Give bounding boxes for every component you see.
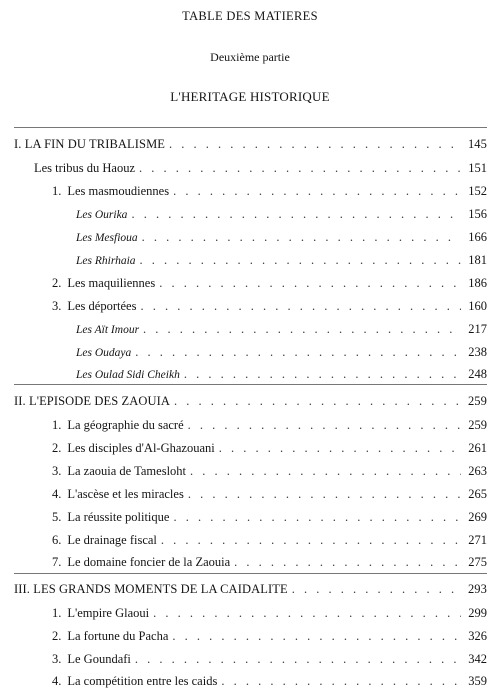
toc-entry[interactable] (52, 486, 487, 502)
entry-label: La compétition entre les caids (67, 674, 218, 688)
dot-leader (142, 229, 461, 245)
dot-leader (140, 298, 461, 314)
dot-leader (190, 463, 461, 479)
dot-leader (135, 651, 461, 667)
divider (14, 127, 487, 128)
toc-entry[interactable] (76, 252, 487, 268)
entry-label: Les Rhirhaia (76, 255, 136, 267)
entry-label: La zaouia de Tamesloht (67, 464, 187, 478)
toc-entry[interactable] (76, 229, 487, 245)
divider (14, 573, 487, 574)
toc-entry[interactable] (52, 275, 487, 291)
entry-label: La géographie du sacré (67, 418, 184, 432)
entry-page: 152 (468, 184, 487, 198)
dot-leader (161, 532, 461, 548)
toc-entry[interactable] (76, 366, 487, 382)
entry-number: 3. (52, 464, 62, 478)
dot-leader (139, 160, 461, 176)
dot-leader (143, 321, 461, 337)
dot-leader (153, 605, 461, 621)
entry-number: 4. (52, 674, 62, 688)
toc-entry[interactable] (52, 463, 487, 479)
toc-section-2[interactable] (14, 393, 487, 409)
dot-leader (174, 393, 461, 409)
entry-page: 326 (468, 629, 487, 643)
entry-page: 275 (468, 555, 487, 569)
entry-label: La fortune du Pacha (67, 629, 169, 643)
entry-page: 263 (468, 464, 487, 478)
entry-page: 160 (468, 299, 487, 313)
entry-label: Les Oudaya (76, 347, 132, 359)
part-label: Deuxième partie (210, 50, 290, 64)
entry-page: 248 (468, 367, 487, 381)
dot-leader (159, 275, 461, 291)
entry-page: 299 (468, 606, 487, 620)
entry-page: 151 (468, 161, 487, 175)
toc-entry[interactable] (52, 509, 487, 525)
entry-number: 1. (52, 606, 62, 620)
toc-entry[interactable] (34, 160, 487, 176)
toc-entry[interactable] (52, 628, 487, 644)
dot-leader (173, 183, 461, 199)
entry-page: 259 (468, 418, 487, 432)
dot-leader (292, 581, 461, 597)
toc-entry[interactable] (52, 673, 487, 689)
toc-title: TABLE DES MATIERES (182, 9, 318, 23)
entry-page: 217 (468, 322, 487, 336)
dot-leader (188, 417, 461, 433)
entry-label: II. L'EPISODE DES ZAOUIA (14, 394, 171, 408)
entry-label: Les Aït Imour (76, 324, 140, 336)
entry-page: 265 (468, 487, 487, 501)
entry-number: 4. (52, 487, 62, 501)
dot-leader (172, 628, 461, 644)
entry-label: Les déportées (67, 299, 137, 313)
toc-section-1[interactable] (14, 136, 487, 152)
entry-page: 269 (468, 510, 487, 524)
entry-page: 359 (468, 674, 487, 688)
entry-page: 271 (468, 533, 487, 547)
toc-entry[interactable] (52, 183, 487, 199)
entry-page: 181 (468, 253, 487, 267)
entry-label: L'ascèse et les miracles (67, 487, 184, 501)
entry-page: 261 (468, 441, 487, 455)
toc-section-3[interactable] (14, 581, 487, 597)
entry-label: Le domaine foncier de la Zaouia (67, 555, 231, 569)
entry-page: 156 (468, 207, 487, 221)
toc-entry[interactable] (52, 605, 487, 621)
dot-leader (140, 252, 461, 268)
entry-number: 2. (52, 276, 62, 290)
entry-number: 6. (52, 533, 62, 547)
entry-page: 293 (467, 582, 487, 596)
entry-label: Les Mesfioua (76, 232, 138, 244)
entry-page: 238 (468, 345, 487, 359)
dot-leader (219, 440, 461, 456)
toc-entry[interactable] (52, 532, 487, 548)
dot-leader (234, 554, 461, 570)
toc-entry[interactable] (52, 298, 487, 314)
entry-page: 145 (467, 137, 487, 151)
toc-entry[interactable] (52, 651, 487, 667)
entry-page: 342 (468, 652, 487, 666)
entry-label: I. LA FIN DU TRIBALISME (14, 137, 166, 151)
dot-leader (135, 344, 461, 360)
entry-label: III. LES GRANDS MOMENTS DE LA CAIDALITE (14, 582, 288, 596)
divider (14, 384, 487, 385)
entry-number: 3. (52, 652, 62, 666)
entry-label: Les tribus du Haouz (34, 161, 136, 175)
entry-number: 2. (52, 629, 62, 643)
entry-page: 166 (468, 230, 487, 244)
entry-number: 3. (52, 299, 62, 313)
entry-label: La réussite politique (67, 510, 170, 524)
entry-number: 1. (52, 418, 62, 432)
entry-label: Les Oulad Sidi Cheikh (76, 369, 180, 381)
entry-label: Le drainage fiscal (67, 533, 157, 547)
entry-label: Les maquiliennes (67, 276, 156, 290)
entry-label: Les Ourika (76, 209, 128, 221)
entry-label: L'empire Glaoui (67, 606, 150, 620)
entry-number: 1. (52, 184, 62, 198)
entry-number: 5. (52, 510, 62, 524)
toc-entry[interactable] (52, 417, 487, 433)
dot-leader (184, 366, 461, 382)
part-subtitle: L'HERITAGE HISTORIQUE (170, 89, 330, 104)
entry-label: Les disciples d'Al-Ghazouani (67, 441, 215, 455)
toc-entry[interactable] (76, 206, 487, 222)
toc-entry[interactable] (76, 344, 487, 360)
dot-leader (188, 486, 461, 502)
entry-number: 7. (52, 555, 62, 569)
entry-label: Les masmoudiennes (67, 184, 170, 198)
entry-number: 2. (52, 441, 62, 455)
dot-leader (169, 136, 461, 152)
dot-leader (173, 509, 461, 525)
entry-label: Le Goundafi (67, 652, 131, 666)
toc-entry[interactable] (52, 554, 487, 570)
toc-entry[interactable] (76, 321, 487, 337)
dot-leader (131, 206, 461, 222)
toc-entry[interactable] (52, 440, 487, 456)
dot-leader (221, 673, 461, 689)
entry-page: 259 (467, 394, 487, 408)
entry-page: 186 (468, 276, 487, 290)
